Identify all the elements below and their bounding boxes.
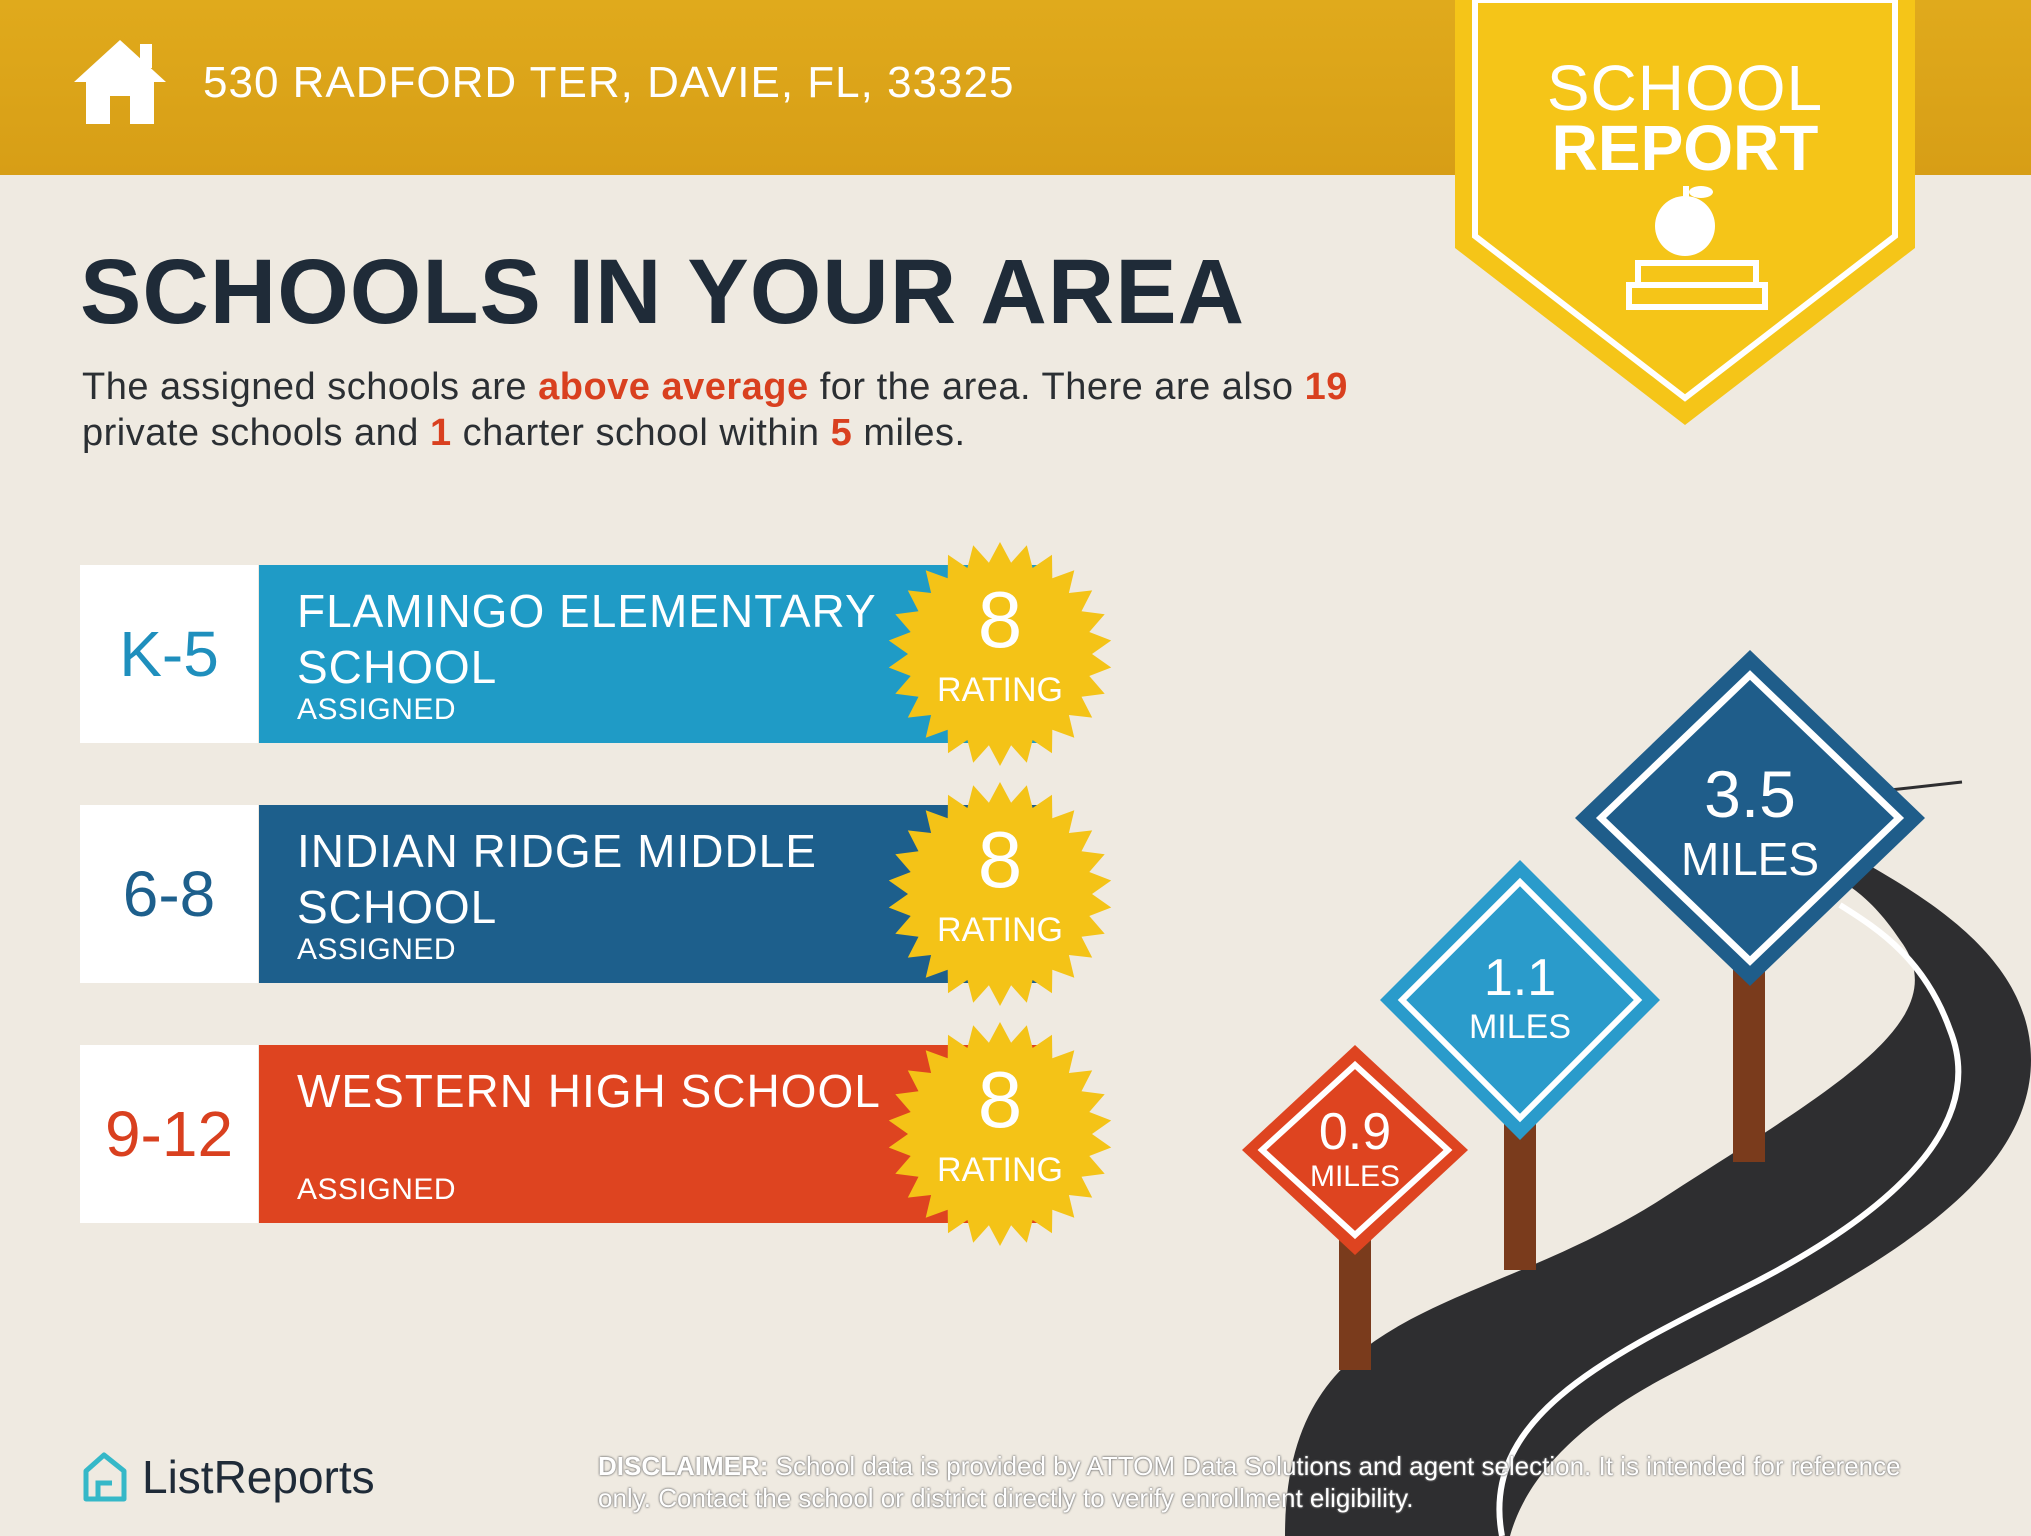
school-status: ASSIGNED (297, 933, 457, 966)
sign-distance-value: 0.9 (1318, 1103, 1392, 1161)
radius-miles: 5 (830, 412, 853, 454)
sign-distance-unit: MILES (1468, 1008, 1572, 1046)
grade-range: 9-12 (80, 1045, 258, 1223)
property-address: 530 RADFORD TER, DAVIE, FL, 33325 (203, 58, 1015, 107)
private-school-count: 19 (1304, 366, 1348, 408)
page-title: SCHOOLS IN YOUR AREA (80, 241, 1246, 343)
rating-value: 8 (977, 1055, 1023, 1144)
school-name: INDIAN RIDGE MIDDLE SCHOOL (297, 825, 817, 933)
summary-part: private schools and (82, 412, 430, 454)
brand-logo (80, 1450, 375, 1504)
sign-distance-unit: MILES (1309, 1160, 1401, 1193)
rating-value: 8 (977, 575, 1023, 664)
disclaimer (598, 1450, 1928, 1514)
summary-part: miles. (852, 412, 966, 454)
sign-distance-value: 1.1 (1483, 949, 1557, 1007)
summary-part: The assigned schools are (82, 366, 539, 408)
grade-range: K-5 (80, 565, 258, 743)
school-status: ASSIGNED (297, 693, 457, 726)
brand-name: ListReports (142, 1451, 375, 1503)
sign-distance-value: 3.5 (1704, 757, 1796, 831)
summary-part: for the area. There are also (808, 366, 1305, 408)
summary-highlight: above average (538, 366, 809, 408)
rating-label: RATING (937, 671, 1063, 709)
badge-line-report: REPORT (1551, 112, 1819, 184)
disclaimer-text: School data is provided by ATTOM Data Solutions and agent selection. It is intended for reference only. Contact the school or district directly to verify enrollment eligibility. (598, 1451, 1901, 1513)
sign-distance-unit: MILES (1680, 833, 1820, 885)
rating-value: 8 (977, 815, 1023, 904)
school-name: FLAMINGO ELEMENTARY SCHOOL (297, 585, 876, 693)
charter-school-count: 1 (429, 412, 452, 454)
disclaimer-label: DISCLAIMER: (598, 1451, 769, 1481)
badge-line-school: SCHOOL (1546, 52, 1824, 124)
school-status: ASSIGNED (297, 1173, 457, 1206)
rating-label: RATING (937, 911, 1063, 949)
listreports-logo-icon (80, 1451, 128, 1503)
rating-label: RATING (937, 1151, 1063, 1189)
grade-range: 6-8 (80, 805, 258, 983)
school-name: WESTERN HIGH SCHOOL (297, 1065, 881, 1117)
summary-part: charter school within (451, 412, 831, 454)
